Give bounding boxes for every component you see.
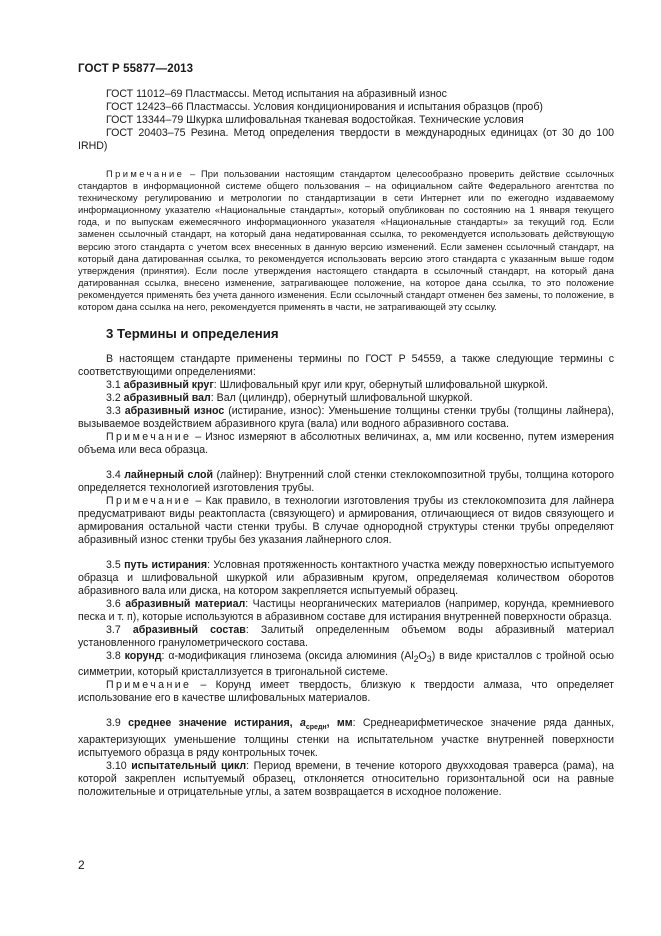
- note-3-4: Примечание – Как правило, в технологии изготовления трубы из стеклокомпозита для лайнера предусматривают виды реактопласта (связующего) и армирования, отличающиеся от видов связующего и армирования остальной части стенки трубы. В случае однородной структуры стенки трубы определяют абразивный износ стенки трубы без указания лайнерного слоя.: [78, 495, 614, 547]
- references-list: [78, 88, 614, 153]
- term-3-3: 3.3 абразивный износ (истирание, износ): Уменьшение толщины стенки трубы (толщины лайнера), вызываемое воздействием абразивного круга (вала) или водного абразивного состава.: [78, 405, 614, 431]
- note-label: Примечание: [106, 168, 185, 179]
- term-3-5: 3.5 путь истирания: Условная протяженность контактного участка между поверхностью испытуемого образца и шлифовальной шкуркой или абразивным кругом, определяемая количеством оборотов абразивного вала или диска, на котором закрепляется испытуемый образец.: [78, 559, 615, 598]
- note-references: [78, 168, 614, 313]
- page-number: 2: [78, 858, 85, 872]
- document-header: ГОСТ Р 55877—2013: [78, 63, 194, 75]
- note-text: – При пользовании настоящим стандартом целесообразно проверить действие ссылочных стандартов в информационной системе общего пользования – на официальном сайте Федерального агентства по техническому регулированию и метрологии по стандартизации в сети Интернет или по ежегодно издаваемому информационному указателю «Национальные стандарты», который опубликован по состоянию на 1 января текущего года, и по выпускам ежемесячного информационного указателя «Национальные стандарты» за текущий год. Если заменен ссылочный стандарт, на который дана недатированная ссылка, то рекомендуется использовать действующую версию этого стандарта с учетом всех внесенных в данную версию изменений. Если заменен ссылочный стандарт, на который дана датированная ссылка, то рекомендуется использовать версию этого стандарта с указанным выше годом утверждения (принятия). Если после утверждения настоящего стандарта в ссылочный стандарт, на который дана датированная ссылка, внесено изменение, затрагивающее положение, на которое дана ссылка, то это положение рекомендуется применять без учета данного изменения. Если ссылочный стандарт отменен без замены, то положение, в котором дана ссылка на него, рекомендуется применять в части, не затрагивающей эту ссылку.: [78, 168, 614, 313]
- term-3-4: 3.4 лайнерный слой (лайнер): Внутренний слой стенки стеклокомпозитной трубы, толщина которого определяется технологией изготовления трубы.: [78, 469, 615, 495]
- term-3-9: 3.9 среднее значение истирания, $a_{средн}$, мм: Среднеарифметическое значение ряда данных, характеризующих уменьшение толщины стенки на испытательном участке внутренней поверхности испытуемого образца в ряду контрольных точек.: [78, 717, 615, 760]
- term-3-8: 3.8 корунд: α-модификация глинозема (оксида алюминия $(Al_2O_3)$ в виде кристаллов с тройной осью симметрии, который кристаллизуется в тригональной системе.: [78, 650, 615, 679]
- reference-item: ГОСТ 11012–69 Пластмассы. Метод испытания на абразивный износ: [106, 88, 447, 100]
- note-3-8: Примечание – Корунд имеет твердость, близкую к твердости алмаза, что определяет использование его в качестве шлифовальных материалов.: [78, 679, 614, 705]
- section-body: [78, 353, 614, 799]
- section-heading: 3 Термины и определения: [106, 326, 279, 342]
- term-3-10: 3.10 испытательный цикл: Период времени, в течение которого двухходовая траверса (рама), на которой закреплен испытуемый образец, отклоняется относительно горизонтальной оси на равные положительные и отрицательные углы, а затем возвращается в исходное положение.: [78, 760, 615, 799]
- term-3-6: 3.6 абразивный материал: Частицы неорганических материалов (например, корунда, кремниевого песка и т. п), которые используются в абразивном составе для истирания внутренней поверхности образца.: [78, 598, 614, 624]
- term-3-7: 3.7 абразивный состав: Залитый определенным объемом воды абразивный материал установленного гранулометрического состава.: [78, 624, 615, 650]
- note-3-3: Примечание – Износ измеряют в абсолютных величинах, a, мм или косвенно, путем измерения объема или веса образца.: [78, 431, 614, 457]
- reference-item: ГОСТ 12423–66 Пластмассы. Условия кондиционирования и испытания образцов (проб): [106, 101, 543, 113]
- page-content: [78, 88, 614, 799]
- term-3-1: 3.1 абразивный круг: Шлифовальный круг или круг, обернутый шлифовальной шкуркой.: [106, 379, 548, 392]
- reference-item: ГОСТ 20403–75 Резина. Метод определения твердости в международных единицах (от 30 до 100 IRHD): [78, 127, 614, 152]
- reference-item: ГОСТ 13344–79 Шкурка шлифовальная тканевая водостойкая. Технические условия: [106, 114, 524, 126]
- term-3-2: 3.2 абразивный вал: Вал (цилиндр), обернутый шлифовальной шкуркой.: [106, 392, 473, 405]
- section-intro: В настоящем стандарте применены термины по ГОСТ Р 54559, а также следующие термины с соответствующими определениями:: [78, 353, 614, 379]
